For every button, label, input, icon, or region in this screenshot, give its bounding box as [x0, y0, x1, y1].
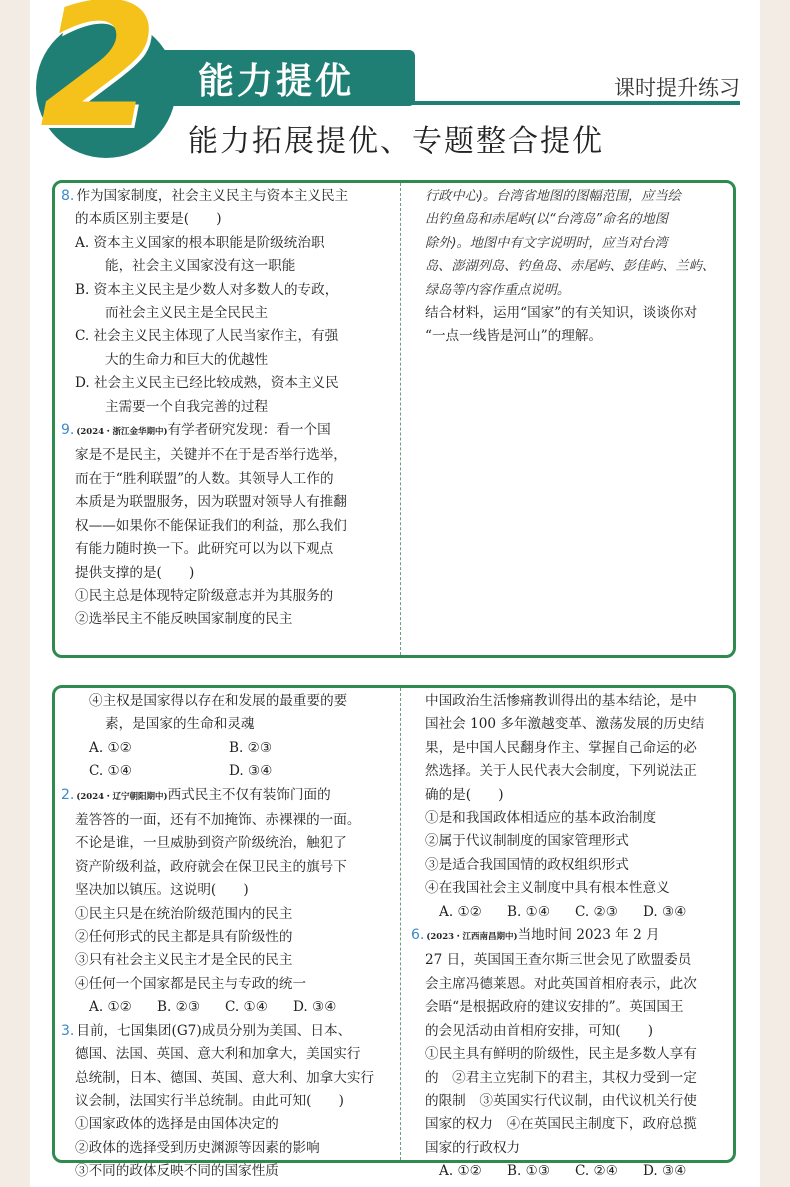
handwritten-line: 出钓鱼岛和赤尾屿(以“台湾岛”命名的地图 — [425, 212, 668, 228]
line-text: 的 ②君主立宪制下的君主，其权力受到一定 — [425, 1069, 697, 1086]
line-text: 果，是中国人民翻身作主、掌握自己命运的必 — [425, 739, 697, 756]
line-text: 素，是国家的生命和灵魂 — [105, 716, 255, 733]
text-line — [425, 1090, 720, 1113]
line-text: D. 社会主义民主已经比较成熟，资本主义民 — [75, 375, 339, 392]
line-text: 国家的行政权力 — [425, 1139, 521, 1156]
text-line — [61, 419, 393, 444]
line-text: 不论是谁，一旦威胁到资产阶级统治，触犯了 — [75, 835, 347, 852]
text-line — [75, 349, 393, 372]
text-line — [425, 973, 720, 996]
line-text: ④主权是国家得以存在和发展的最重要的要 — [89, 693, 348, 709]
answer-option: A. ①② — [89, 999, 132, 1016]
line-text: 会晤“是根据政府的建议安排的”。英国国王 — [425, 999, 684, 1016]
answer-option: A. ①② — [439, 903, 482, 920]
answer-option: D. ③④ — [643, 1163, 687, 1180]
answer-option: C. ①④ — [225, 999, 268, 1016]
line-text: 确的是( ) — [425, 786, 504, 803]
text-line — [425, 1043, 720, 1066]
text-line — [425, 830, 720, 853]
question-number: 2. — [61, 786, 75, 803]
line-text: 西式民主不仅有装饰门面的 — [167, 786, 331, 803]
line-text: ④任何一个国家都是民主与专政的统一 — [75, 975, 307, 992]
answer-option: A. ①② — [89, 739, 132, 756]
text-line — [75, 832, 393, 855]
line-text: 然选择。关于人民代表大会制度，下列说法正 — [425, 763, 697, 780]
line-text: ④在我国社会主义制度中具有根本性意义 — [425, 880, 670, 897]
header-rule — [410, 101, 740, 105]
line-text: ①民主总是体现特定阶级意志并为其服务的 — [75, 587, 334, 604]
line-text: 国社会 100 多年激越变革、激荡发展的历史结 — [425, 716, 705, 733]
text-line: 结合材料，运用“国家”的有关知识，谈谈你对 — [425, 305, 698, 322]
text-line — [75, 396, 393, 419]
question-number: 9. — [61, 422, 75, 439]
line-text: ①是和我国政体相适应的基本政治制度 — [425, 810, 657, 827]
line-text: 中国政治生活惨痛教训得出的基本结论，是中 — [425, 693, 697, 709]
line-text: ②政体的选择受到历史渊源等因素的影响 — [75, 1139, 320, 1156]
text-line — [61, 1020, 393, 1043]
line-text: 作为国家制度，社会主义民主与资本主义民主 — [76, 188, 349, 204]
text-line — [75, 444, 393, 467]
panel2-left-column — [61, 690, 393, 1184]
text-line — [425, 784, 720, 807]
line-text: 羞答答的一面，还有不加掩饰、赤裸裸的一面。 — [75, 812, 361, 829]
question-source: (2023・江西南昌期中) — [426, 932, 518, 943]
column-divider — [400, 183, 401, 655]
section-number: 2 — [40, 0, 159, 166]
line-text: 国家的权力 ④在英国民主制度下，政府总揽 — [425, 1116, 697, 1133]
text-line — [75, 1113, 393, 1136]
line-text: 而社会主义民主是全民民主 — [105, 305, 269, 322]
answer-options — [75, 996, 393, 1019]
line-text: 权——如果你不能保证我们的利益，那么我们 — [75, 517, 347, 534]
line-text: 总统制，日本、德国、英国、意大利、加拿大实行 — [75, 1069, 375, 1086]
line-text: 的会见活动由首相府安排，可知( ) — [425, 1022, 654, 1039]
text-line — [75, 585, 393, 608]
section-banner — [150, 50, 415, 106]
text-line — [75, 949, 393, 972]
line-text: 而在于“胜利联盟”的人数。其领导人工作的 — [75, 470, 334, 487]
line-text: ①国家政体的选择是由国体决定的 — [75, 1116, 279, 1133]
question-number: 3. — [61, 1022, 75, 1039]
line-text: ③不同的政体反映不同的国家性质 — [75, 1163, 279, 1180]
handwritten-line: 岛、澎湖列岛、钓鱼岛、赤尾屿、彭佳屿、兰屿、 — [425, 259, 716, 275]
line-text: 资产阶级利益，政府就会在保卫民主的旗号下 — [75, 858, 347, 875]
question-source: (2024・辽宁朝阳期中) — [76, 791, 168, 802]
line-text: 德国、法国、英国、意大利和加拿大，美国实行 — [75, 1046, 361, 1063]
text-line — [75, 468, 393, 491]
text-line — [75, 926, 393, 949]
text-line — [75, 713, 393, 736]
text-line — [425, 1020, 720, 1043]
line-text: 家是不是民主，关键并不在于是否举行选举， — [75, 447, 347, 464]
text-line — [75, 208, 393, 231]
text-line — [425, 713, 720, 736]
answer-option: B. ②③ — [157, 999, 201, 1016]
text-line — [75, 372, 393, 395]
section-subtitle: 能力拓展提优、专题整合提优 — [188, 124, 604, 159]
answer-option: D. ③④ — [229, 763, 273, 780]
text-line — [75, 562, 393, 585]
line-text: 的本质区别主要是( ) — [75, 211, 222, 228]
handwritten-line: 除外)。地图中有文字说明时，应当对台湾 — [425, 235, 668, 251]
answer-option: C. ②④ — [575, 1163, 618, 1180]
answer-option: B. ①④ — [507, 903, 551, 920]
text-line — [425, 854, 720, 877]
text-line — [425, 877, 720, 900]
text-line — [75, 255, 393, 278]
text-line — [75, 879, 393, 902]
line-text: 主需要一个自我完善的过程 — [105, 398, 269, 415]
text-line — [425, 1113, 720, 1136]
question-panel-1 — [52, 180, 736, 658]
question-panel-2 — [52, 685, 736, 1180]
answer-option: B. ②③ — [229, 739, 273, 756]
text-line — [75, 1043, 393, 1066]
handwritten-line: 绿岛等内容作重点说明。 — [425, 282, 571, 298]
line-text: ①民主只是在统治阶级范围内的民主 — [75, 905, 293, 922]
question-number: 8. — [61, 188, 75, 204]
text-line — [75, 1137, 393, 1160]
answer-option: B. ①③ — [507, 1163, 551, 1180]
text-line — [425, 996, 720, 1019]
line-text: ②任何形式的民主都是具有阶级性的 — [75, 929, 293, 946]
answer-options — [425, 1160, 720, 1183]
line-text: 目前，七国集团(G7)成员分别为美国、日本、 — [76, 1022, 352, 1039]
question-source: (2024・浙江金华期中) — [76, 427, 168, 438]
text-line — [75, 608, 393, 631]
line-text: ①民主具有鲜明的阶级性，民主是多数人享有 — [425, 1046, 697, 1063]
text-line — [75, 325, 393, 348]
line-text: 当地时间 2023 年 2 月 — [517, 927, 660, 944]
line-text: ③是适合我国国情的政权组织形式 — [425, 856, 629, 873]
answer-options — [75, 737, 393, 760]
text-line — [75, 973, 393, 996]
line-text: ②选举民主不能反映国家制度的民主 — [75, 611, 293, 628]
answer-option: C. ②③ — [575, 903, 618, 920]
line-text: 议会制，法国实行半总统制。由此可知( ) — [75, 1092, 344, 1109]
text-line — [425, 949, 720, 972]
text-line — [75, 690, 393, 713]
text-line — [425, 690, 720, 713]
line-text: 坚决加以镇压。这说明( ) — [75, 882, 249, 899]
line-text: 有能力随时换一下。此研究可以为以下观点 — [75, 541, 334, 558]
text-line — [61, 784, 393, 809]
line-text: ③只有社会主义民主才是全民的民主 — [75, 952, 293, 969]
text-line — [425, 737, 720, 760]
text-line — [75, 1090, 393, 1113]
text-line — [425, 760, 720, 783]
text-line — [75, 809, 393, 832]
line-text: A. 资本主义国家的根本职能是阶级统治职 — [75, 234, 325, 251]
line-text: 的限制 ③英国实行代议制，由代议机关行使 — [425, 1092, 697, 1109]
text-line — [75, 232, 393, 255]
text-line — [61, 185, 393, 208]
panel2-right-column — [411, 690, 720, 1184]
text-line — [75, 538, 393, 561]
text-line: “一点一线皆是河山”的理解。 — [425, 328, 603, 345]
text-line — [75, 903, 393, 926]
answer-options — [425, 901, 720, 924]
question-number: 6. — [411, 927, 425, 944]
line-text: B. 资本主义民主是少数人对多数人的专政， — [75, 281, 339, 298]
line-text: 大的生命力和巨大的优越性 — [105, 351, 269, 368]
line-text: 会主席冯德莱恩。对此英国首相府表示，此次 — [425, 975, 697, 992]
answer-option: D. ③④ — [293, 999, 337, 1016]
line-text: 本质是为联盟服务，因为联盟对领导人有推翻 — [75, 494, 347, 511]
text-line — [75, 279, 393, 302]
answer-option: A. ①② — [439, 1163, 482, 1180]
line-text: 能，社会主义国家没有这一职能 — [105, 258, 296, 275]
text-line — [425, 1137, 720, 1160]
text-line — [411, 924, 720, 949]
text-line — [75, 856, 393, 879]
header-tagline: 课时提升练习 — [614, 76, 740, 100]
answer-option: D. ③④ — [643, 903, 687, 920]
text-line — [425, 807, 720, 830]
line-text: ②属于代议制制度的国家管理形式 — [425, 833, 629, 850]
text-line — [75, 491, 393, 514]
line-text: 有学者研究发现：看一个国 — [167, 422, 331, 439]
text-line — [75, 1160, 393, 1183]
answer-option: C. ①④ — [89, 763, 132, 780]
text-line — [75, 1067, 393, 1090]
text-line — [75, 302, 393, 325]
text-line — [425, 1067, 720, 1090]
column-divider — [400, 688, 401, 1160]
panel1-right-column — [425, 185, 720, 349]
text-line — [75, 515, 393, 538]
banner-title: 能力提优 — [198, 60, 355, 102]
handwritten-line: 行政中心)。台湾省地图的图幅范围，应当绘 — [425, 189, 681, 204]
answer-options — [75, 760, 393, 783]
line-text: 27 日，英国国王查尔斯三世会见了欧盟委员 — [425, 952, 692, 969]
line-text: C. 社会主义民主体现了人民当家作主，有强 — [75, 328, 339, 345]
line-text: 提供支撑的是( ) — [75, 564, 195, 581]
panel1-left-column — [61, 185, 393, 632]
